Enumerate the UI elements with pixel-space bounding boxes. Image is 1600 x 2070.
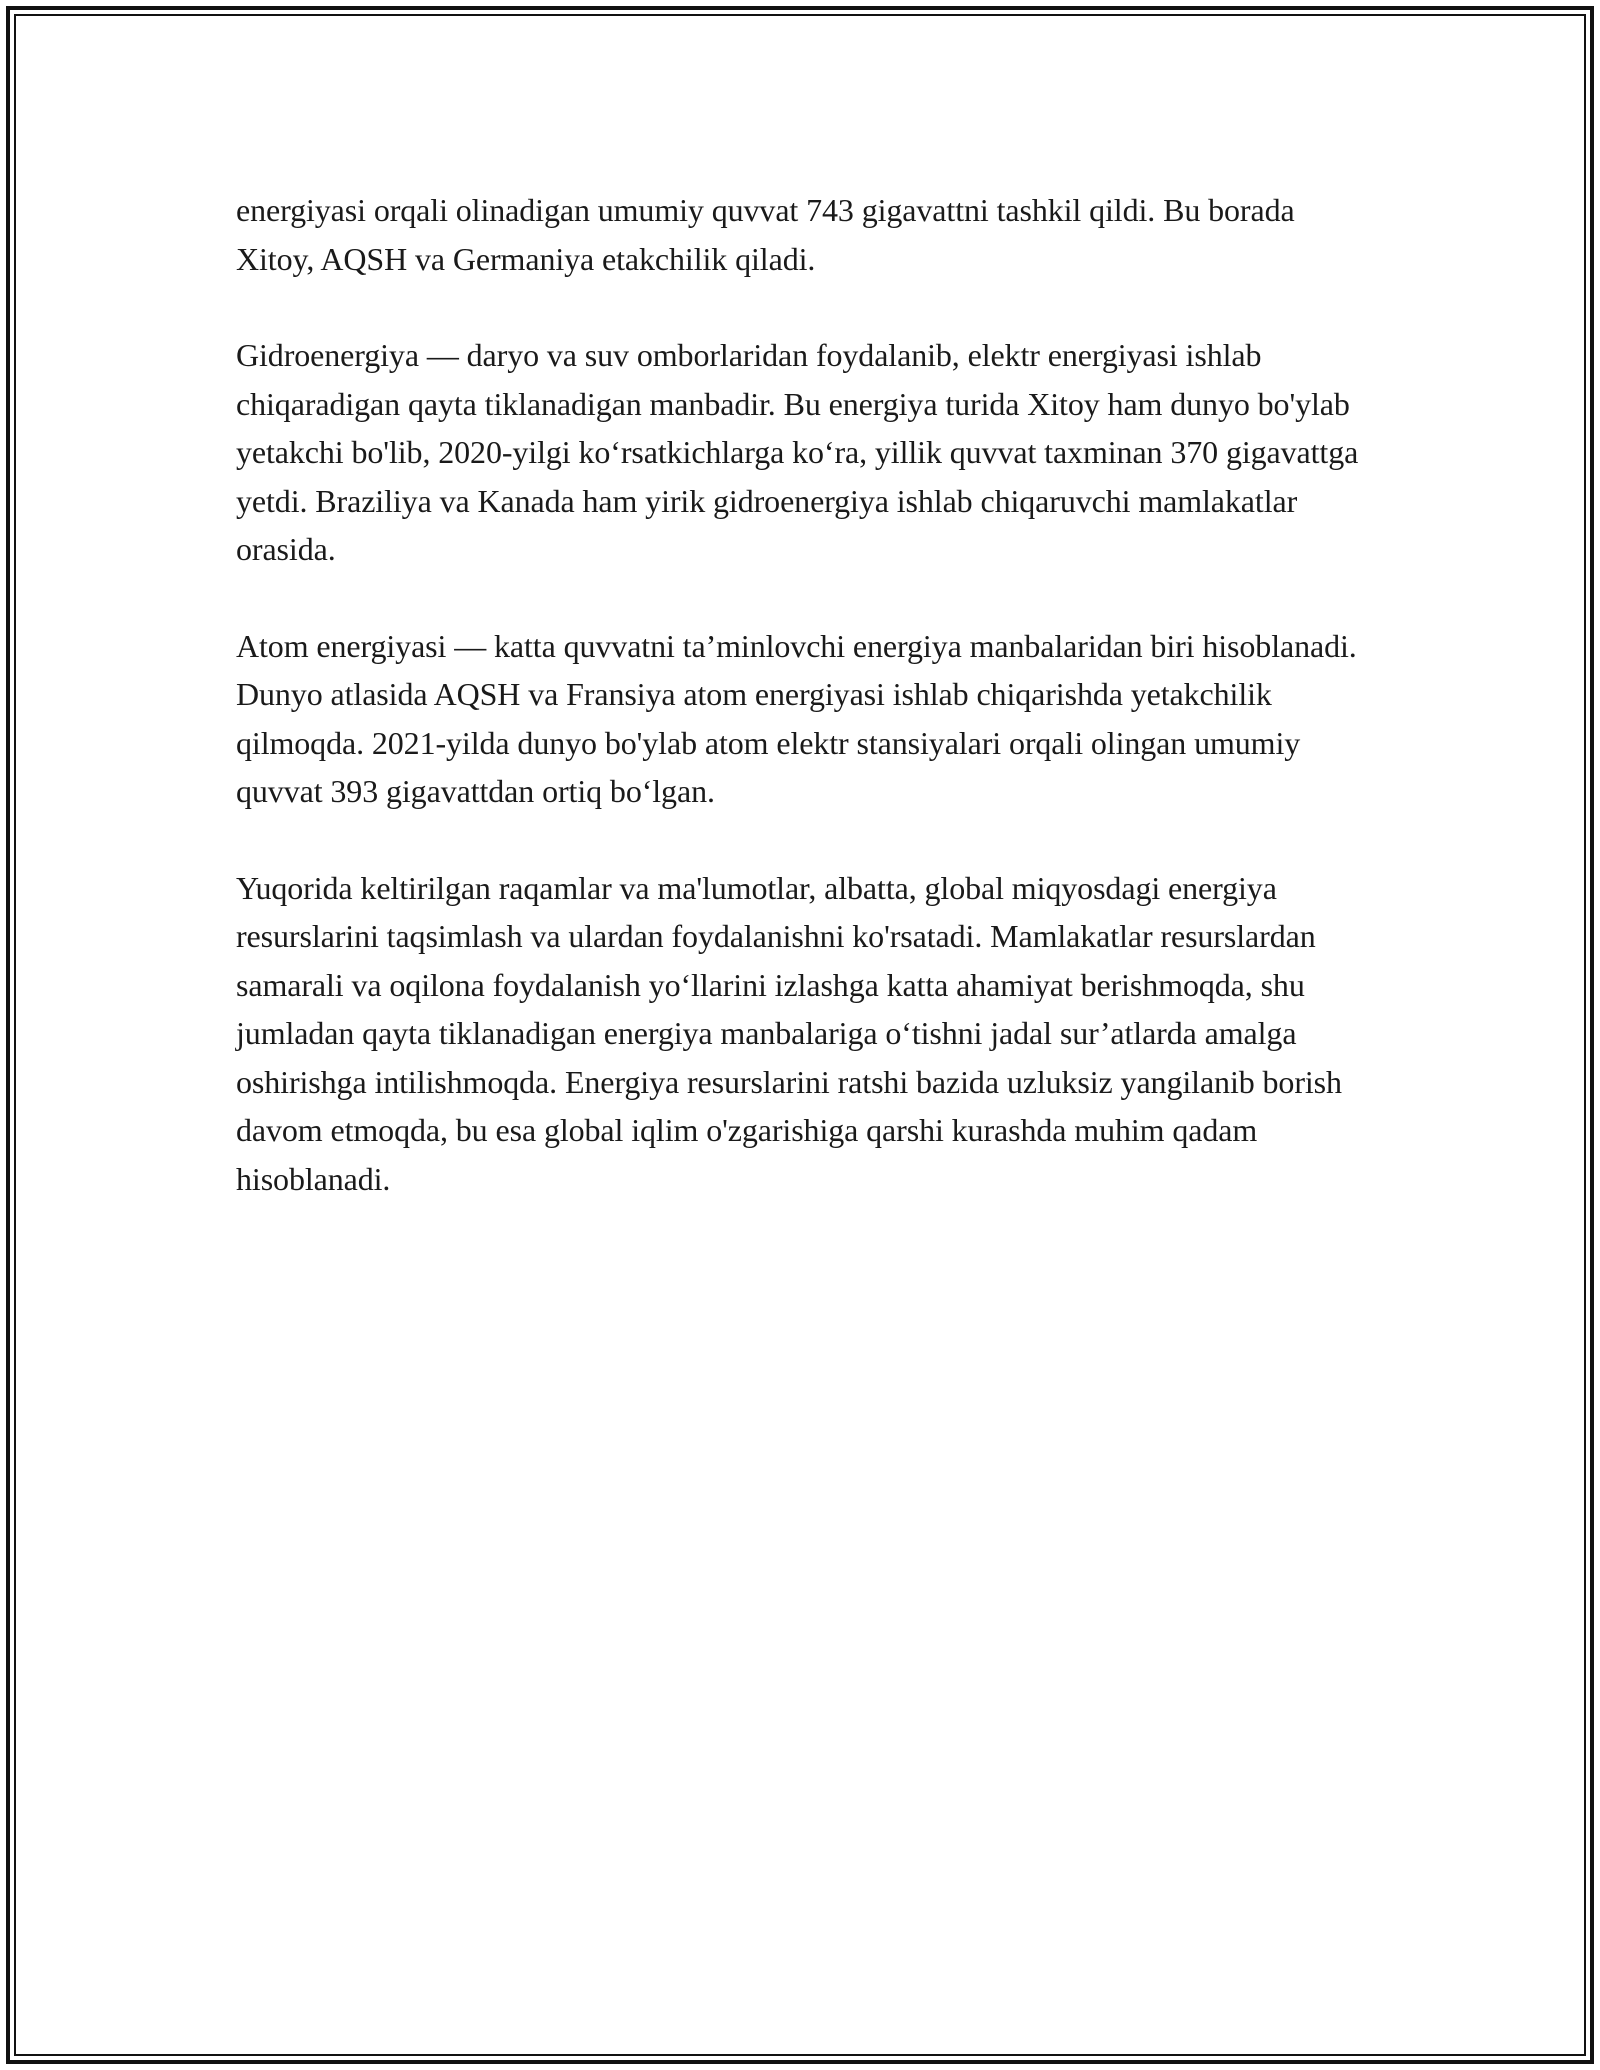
paragraph-hydropower: Gidroenergiya — daryo va suv omborlaridan foydalanib, elektr energiyasi ishlab chiqaradigan qayta tiklanadigan manbadir. Bu energiya turida Xitoy ham dunyo bo'ylab yetakchi bo'lib, 2020-yilgi ko‘rsatkichlarga ko‘ra, yillik quvvat taxminan 370 gigavattga yetdi. Braziliya va Kanada ham yirik gidroenergiya ishlab chiqaruvchi mamlakatlar orasida. (236, 337, 1359, 567)
document-body (236, 186, 1376, 1251)
paragraph-conclusion: Yuqorida keltirilgan raqamlar va ma'lumotlar, albatta, global miqyosdagi energiya resurslarini taqsimlash va ulardan foydalanishni ko'rsatadi. Mamlakatlar resurslardan samarali va oqilona foydalanish yo‘llarini izlashga katta ahamiyat berishmoqda, shu jumladan qayta tiklanadigan energiya manbalariga o‘tishni jadal sur’atlarda amalga oshirishga intilishmoqda. Energiya resurslarini ratshi bazida uzluksiz yangilanib borish davom etmoqda, bu esa global iqlim o'zgarishiga qarshi kurashda muhim qadam hisoblanadi. (236, 869, 1342, 1197)
paragraph-solar-capacity: energiyasi orqali olinadigan umumiy quvvat 743 gigavattni tashkil qildi. Bu borada Xitoy, AQSH va Germaniya etakchilik qiladi. (236, 192, 1295, 277)
paragraph-nuclear-energy: Atom energiyasi — katta quvvatni ta’minlovchi energiya manbalaridan biri hisoblanadi. Dunyo atlasida AQSH va Fransiya atom energiyasi ishlab chiqarishda yetakchilik qilmoqda. 2021-yilda dunyo bo'ylab atom elektr stansiyalari orqali olingan umumiy quvvat 393 gigavattdan ortiq bo‘lgan. (236, 627, 1357, 809)
